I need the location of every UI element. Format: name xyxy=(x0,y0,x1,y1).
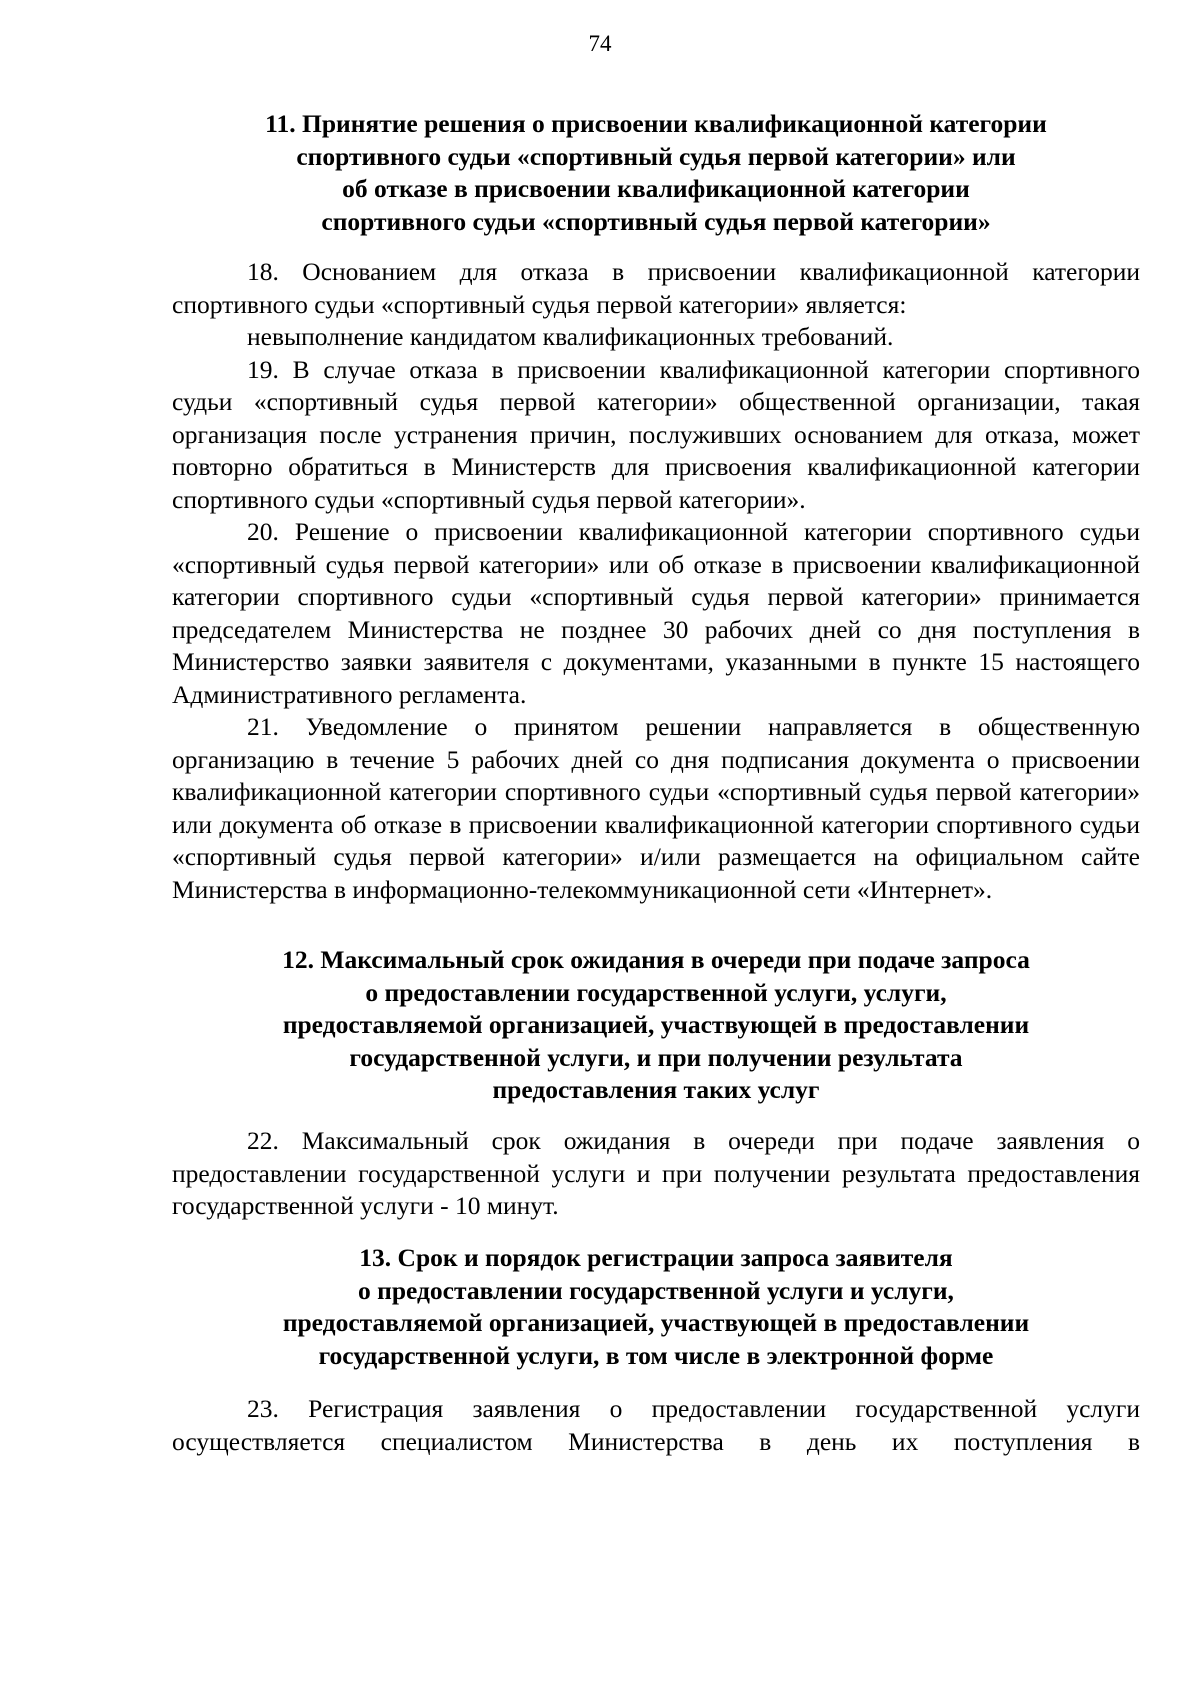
heading-line: государственной услуги, и при получении результата xyxy=(349,1042,963,1072)
heading-line: предоставляемой организацией, участвующей в предоставлении xyxy=(282,1010,1030,1039)
page-number: 74 xyxy=(588,31,612,56)
section-13-heading xyxy=(172,1242,1140,1372)
paragraph-21: 21. Уведомление о принятом решении направляется в общественную организацию в течение 5 рабочих дней со дня подписания документа о присвоении квалификационной категории спортивного судьи «спортивный судья первой категории» или документа об отказе в присвоении квалификационной категории спортивного судьи «спортивный судья первой категории» и/или размещается на официальном сайте Министерства в информационно-телекоммуникационной сети «Интернет». xyxy=(172,712,1140,904)
section-12-body xyxy=(172,1125,1140,1223)
paragraph-23: 23. Регистрация заявления о предоставлении государственной услуги осуществляется специалистом Министерства в день их поступления в xyxy=(172,1394,1140,1456)
heading-line: предоставления таких услуг xyxy=(492,1075,820,1104)
paragraph-18-item: невыполнение кандидатом квалификационных требований. xyxy=(247,322,894,351)
heading-line: об отказе в присвоении квалификационной категории xyxy=(342,174,970,203)
heading-line: 12. Максимальный срок ожидания в очереди при подаче запроса xyxy=(282,945,1030,974)
section-12-heading xyxy=(172,944,1140,1107)
section-11-heading xyxy=(172,108,1140,238)
heading-line: государственной услуги, в том числе в электронной форме xyxy=(318,1340,994,1370)
section-11-body xyxy=(172,256,1140,906)
paragraph-20: 20. Решение о присвоении квалификационной категории спортивного судьи «спортивный судья первой категории» или об отказе в присвоении квалификационной категории спортивного судьи «спортивный судья первой категории» принимается председателем Министерства не позднее 30 рабочих дней со дня поступления в Министерство заявки заявителя с документами, указанными в пункте 15 настоящего Административного регламента. xyxy=(172,517,1140,709)
heading-line: спортивного судьи «спортивный судья первой категории» xyxy=(321,206,991,236)
heading-line: 11. Принятие решения о присвоении квалификационной категории xyxy=(265,109,1047,138)
section-13-body xyxy=(172,1393,1140,1458)
paragraph-18: 18. Основанием для отказа в присвоении квалификационной категории спортивного судьи «спортивный судья первой категории» является: xyxy=(172,257,1140,319)
paragraph-22: 22. Максимальный срок ожидания в очереди при подаче заявления о предоставлении государственной услуги и при получении результата предоставления государственной услуги - 10 минут. xyxy=(172,1126,1140,1220)
heading-line: спортивного судьи «спортивный судья первой категории» или xyxy=(296,141,1016,171)
heading-line: 13. Срок и порядок регистрации запроса заявителя xyxy=(359,1243,953,1272)
heading-line: о предоставлении государственной услуги и услуги, xyxy=(358,1275,954,1305)
paragraph-19: 19. В случае отказа в присвоении квалификационной категории спортивного судьи «спортивный судья первой категории» общественной организации, такая организация после устранения причин, послуживших основанием для отказа, может повторно обратиться в Министерств для присвоения квалификационной категории спортивного судьи «спортивный судья первой категории». xyxy=(172,354,1140,514)
heading-line: о предоставлении государственной услуги, услуги, xyxy=(365,977,947,1007)
heading-line: предоставляемой организацией, участвующей в предоставлении xyxy=(282,1308,1030,1337)
